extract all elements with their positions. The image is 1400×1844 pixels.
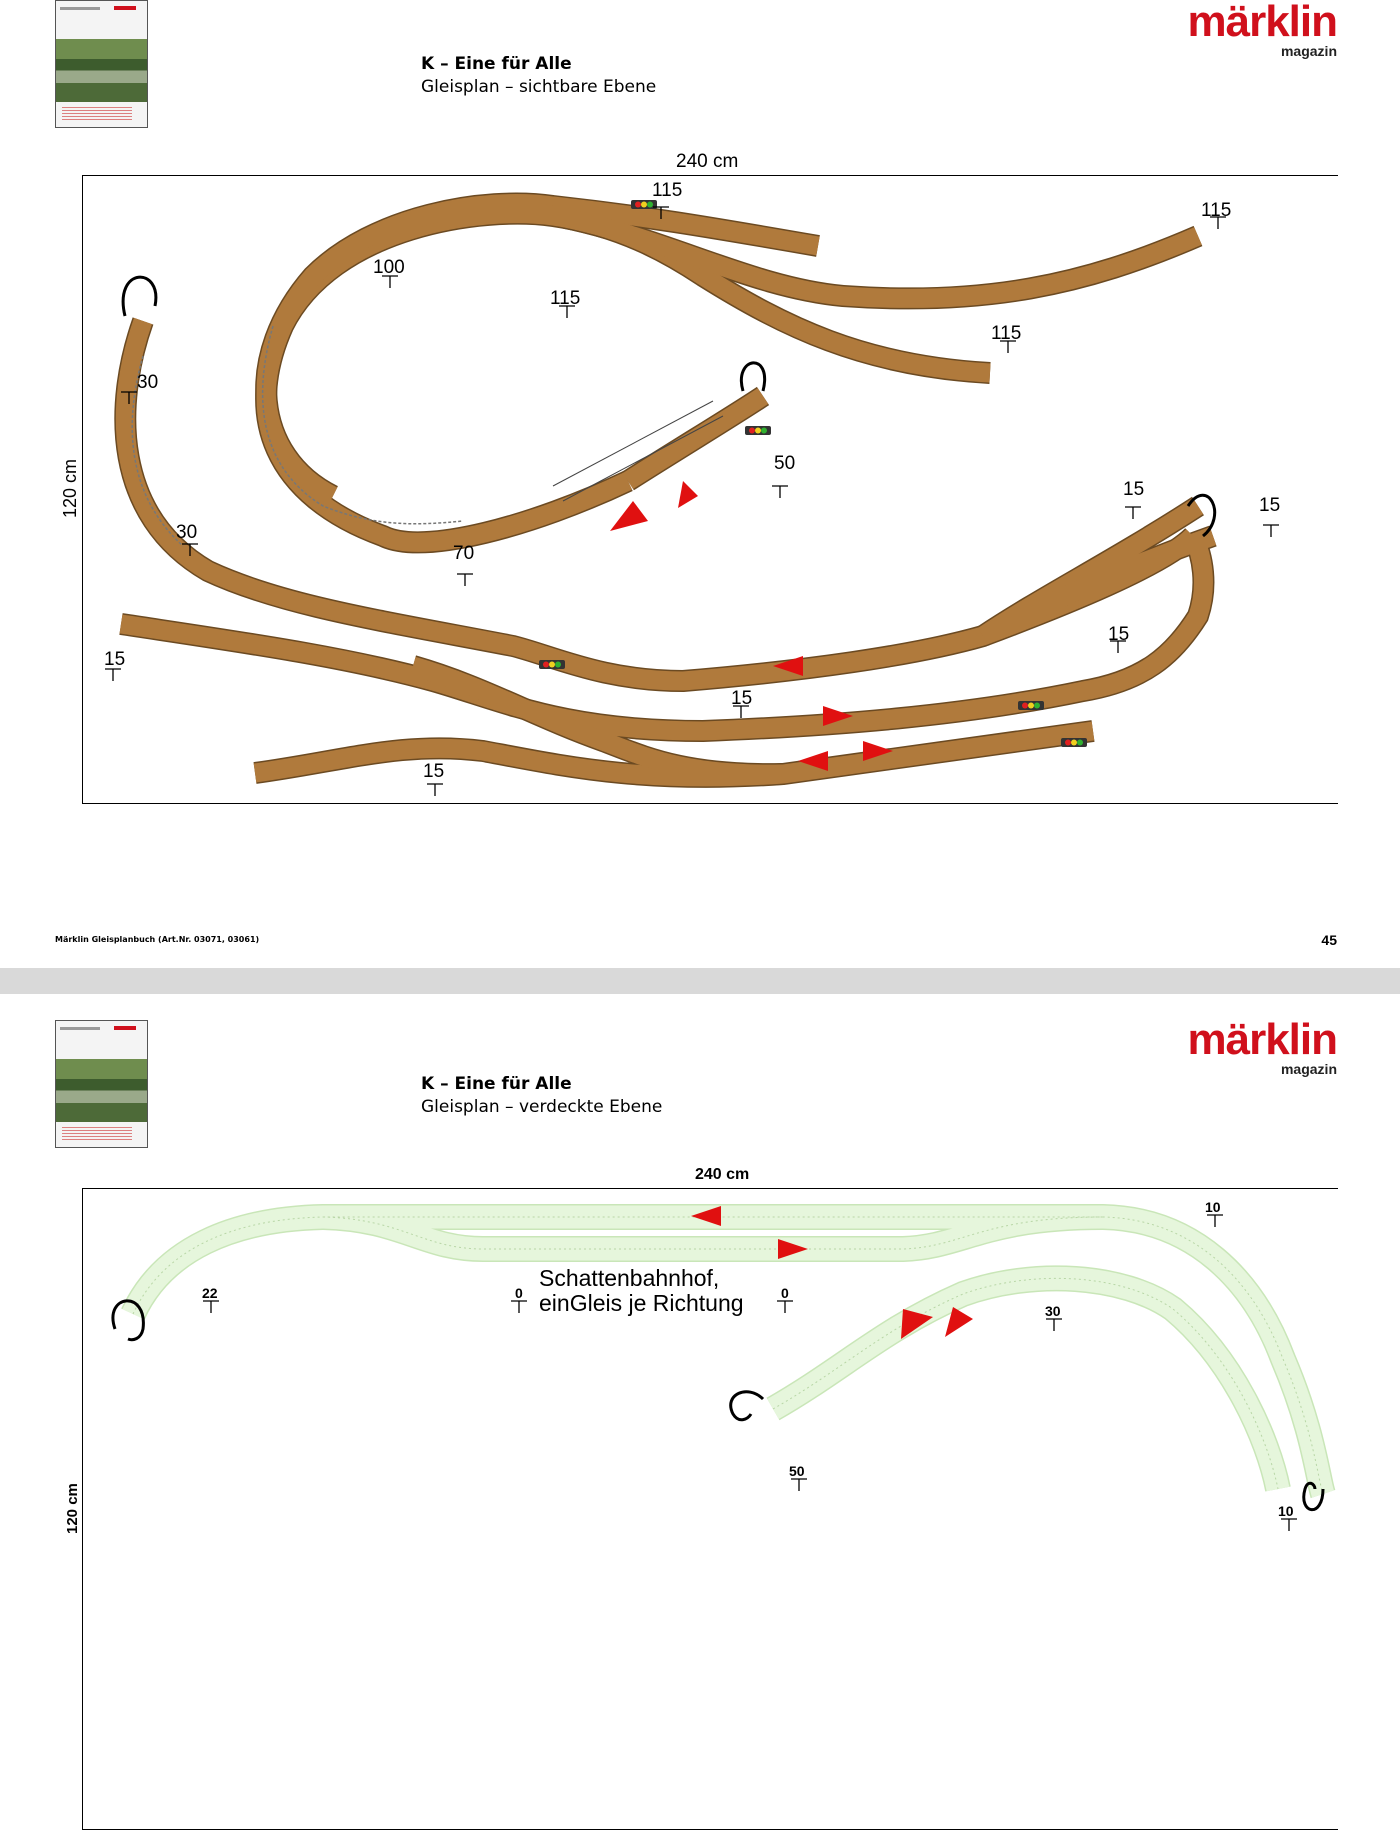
height-label: 115 <box>991 323 1022 344</box>
height-label: 30 <box>1045 1303 1061 1319</box>
brand-logo <box>1187 1015 1337 1077</box>
height-label: 15 <box>1108 624 1130 645</box>
height-label: 115 <box>1201 200 1232 221</box>
brand-name: märklin <box>1187 1015 1337 1064</box>
page-subtitle: Gleisplan – verdeckte Ebene <box>421 1097 663 1117</box>
height-label: 115 <box>550 288 581 309</box>
height-markers <box>105 207 1279 796</box>
height-label: 15 <box>423 761 445 782</box>
magazine-cover-thumbnail <box>55 1020 148 1148</box>
brand-sub: magazin <box>1280 1061 1337 1077</box>
track-end-loops <box>113 1301 1323 1510</box>
height-label: 50 <box>774 453 796 474</box>
page-title: K – Eine für Alle <box>421 54 572 74</box>
page-subtitle: Gleisplan – sichtbare Ebene <box>421 77 657 97</box>
height-label: 50 <box>789 1463 805 1479</box>
page-separator <box>0 968 1400 994</box>
height-label: 15 <box>731 688 753 709</box>
height-label: 115 <box>652 180 683 201</box>
page-number: 45 <box>1321 932 1337 948</box>
note-line-1: Schattenbahnhof, <box>539 1265 720 1291</box>
height-label: 15 <box>104 649 126 670</box>
height-label: 10 <box>1278 1503 1294 1519</box>
magazine-cover-thumbnail <box>55 0 148 128</box>
height-label: 30 <box>176 522 198 543</box>
height-label: 15 <box>1259 495 1281 516</box>
page-title: K – Eine für Alle <box>421 1074 572 1094</box>
track-layer <box>133 1217 1323 1494</box>
height-dimension: 120 cm <box>64 1483 81 1534</box>
width-dimension: 240 cm <box>695 1166 750 1183</box>
footer-publication: Märklin Gleisplanbuch (Art.Nr. 03071, 03061) <box>55 935 260 944</box>
track-plan-hidden <box>82 1188 1338 1830</box>
track-plan-visible <box>82 175 1338 804</box>
height-label: 0 <box>515 1285 523 1301</box>
page-heading <box>421 53 656 99</box>
note-line-2: einGleis je Richtung <box>539 1290 744 1316</box>
brand-logo <box>1187 2 1337 58</box>
width-dimension: 240 cm <box>676 151 739 172</box>
height-label: 0 <box>781 1285 789 1301</box>
brand-sub: magazin <box>1280 43 1337 59</box>
page-heading <box>421 1073 662 1119</box>
page-hidden-level <box>0 994 1400 1844</box>
height-label: 30 <box>137 372 159 393</box>
height-label: 15 <box>1123 479 1145 500</box>
height-label: 10 <box>1205 1199 1221 1215</box>
track-layer <box>121 204 1213 777</box>
brand-name: märklin <box>1187 0 1337 46</box>
height-dimension: 120 cm <box>60 458 80 518</box>
height-label: 100 <box>373 257 405 278</box>
height-label: 22 <box>202 1285 218 1301</box>
shadow-station-note <box>539 1266 744 1316</box>
height-markers <box>203 1215 1297 1531</box>
track-plan-drawing <box>83 176 1338 803</box>
height-label: 70 <box>453 543 475 564</box>
